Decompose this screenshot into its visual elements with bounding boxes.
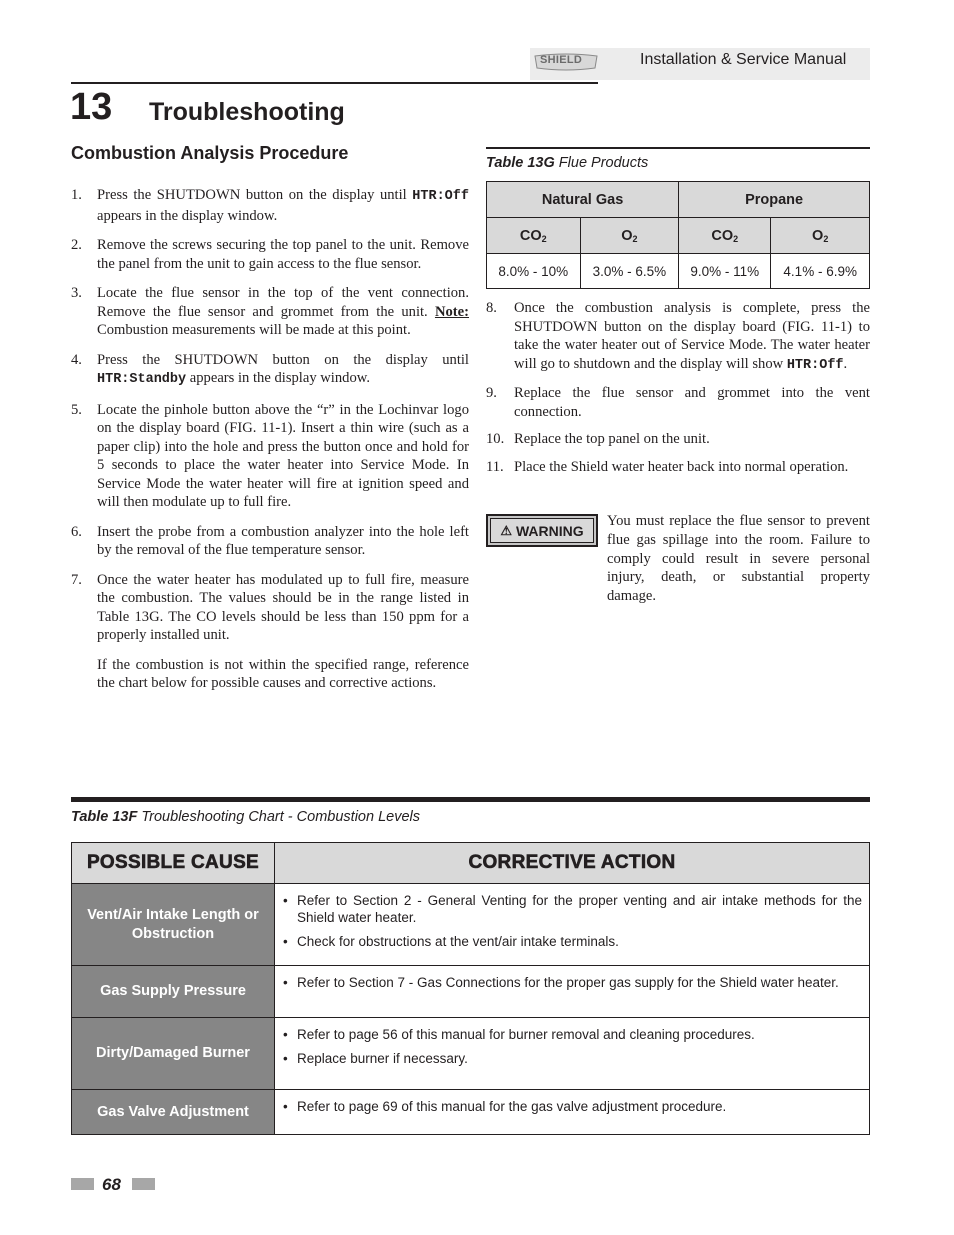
sub-header-base: O	[812, 227, 824, 244]
page-number: 68	[102, 1175, 121, 1194]
step-text: Insert the probe from a combustion analyzer into the hole left by the removal of the flue temperature sensor.	[97, 523, 469, 558]
step-number: 8.	[486, 300, 497, 316]
header-possible-cause: POSSIBLE CAUSE	[72, 843, 275, 884]
action-text: Refer to Section 7 - Gas Connections for the proper gas supply for the Shield water heater.	[297, 975, 839, 990]
action-cell	[275, 1090, 870, 1135]
table-row	[72, 884, 870, 966]
cause-cell: Gas Valve Adjustment	[72, 1090, 275, 1135]
action-item	[283, 1098, 862, 1115]
step-item	[486, 384, 870, 421]
action-cell	[275, 966, 870, 1018]
logo-text: SHIELD	[540, 54, 583, 66]
action-text: Refer to Section 2 - General Venting for the proper venting and air intake methods for the Shield water heater.	[297, 893, 862, 925]
step-text	[514, 299, 870, 375]
action-item	[283, 1026, 862, 1043]
header-rule	[71, 82, 598, 84]
flue-products-table	[486, 181, 870, 289]
group-header-propane: Propane	[679, 182, 870, 218]
section-title: Combustion Analysis Procedure	[71, 143, 349, 163]
sub-header-base: O	[621, 227, 633, 244]
step-text: Place the Shield water heater back into normal operation.	[514, 458, 849, 475]
value-cell: 4.1% - 6.9%	[771, 254, 870, 289]
step-number: 4.	[71, 351, 82, 368]
warning-label-inner	[490, 518, 594, 543]
step-number: 10.	[486, 431, 505, 447]
table-row	[72, 1018, 870, 1090]
step-item	[486, 430, 870, 449]
cause-cell: Gas Supply Pressure	[72, 966, 275, 1018]
step-item	[71, 571, 469, 645]
step-text-post: Combustion measurements will be made at this point.	[97, 322, 411, 338]
bullet: •	[283, 975, 288, 990]
step-item	[71, 401, 469, 512]
cause-cell: Vent/Air Intake Length or Obstruction	[72, 884, 275, 966]
action-text: Refer to page 56 of this manual for burner removal and cleaning procedures.	[297, 1027, 755, 1042]
step-item	[71, 236, 469, 273]
page-bar-left	[71, 1178, 94, 1190]
step-text: Remove the screws securing the top panel to the unit. Remove the panel from the unit to gain access to the flue sensor.	[97, 237, 469, 272]
group-header-natural-gas: Natural Gas	[487, 182, 679, 218]
step-text: Locate the pinhole button above the “r” in the Lochinvar logo on the display board (FIG. 11-1). Insert a thin wire (such as a paper clip) into the hole and press the button once and hold for 5 seconds to place the water heater into Service Mode. In Service Mode the water heater will fire at ignition speed and will then modulate up to full fire.	[97, 401, 469, 510]
caption-text: Flue Products	[554, 155, 649, 171]
action-item	[283, 892, 862, 926]
step-text-pre: Press the SHUTDOWN button on the display until	[97, 351, 469, 368]
step-item	[486, 299, 870, 375]
bullet: •	[283, 893, 288, 908]
sub-header-subscript: 2	[632, 233, 638, 244]
bullet: •	[283, 1027, 288, 1042]
action-item	[283, 1050, 862, 1067]
table-13f-caption	[71, 809, 420, 825]
table-13g-rule	[486, 147, 870, 149]
step-text: Replace the flue sensor and grommet into the vent connection.	[514, 385, 870, 420]
step-number: 2.	[71, 237, 82, 253]
action-text: Check for obstructions at the vent/air intake terminals.	[297, 934, 619, 949]
table-row	[72, 1090, 870, 1135]
page-bar-right	[132, 1178, 155, 1190]
action-item	[283, 933, 862, 950]
step-text-post: appears in the display window.	[97, 207, 278, 224]
step-number: 5.	[71, 401, 82, 418]
step-number: 1.	[71, 187, 82, 203]
caption-text: Troubleshooting Chart - Combustion Levels	[137, 809, 420, 825]
sub-header-co2	[679, 218, 771, 254]
sub-header-subscript: 2	[823, 233, 829, 244]
bullet: •	[283, 934, 288, 949]
sub-header-co2	[487, 218, 581, 254]
step-number: 7.	[71, 571, 82, 588]
bullet: •	[283, 1099, 288, 1114]
action-cell	[275, 884, 870, 966]
action-cell	[275, 1018, 870, 1090]
troubleshooting-table	[71, 842, 870, 1135]
chapter-title: Troubleshooting	[149, 98, 345, 126]
table-13g-caption	[486, 155, 648, 171]
manual-title: Installation & Service Manual	[640, 51, 847, 68]
step-number: 9.	[486, 385, 497, 401]
step-text: Replace the top panel on the unit.	[514, 431, 710, 447]
sub-header-o2	[771, 218, 870, 254]
step-item	[71, 523, 469, 560]
warning-text: You must replace the flue sensor to prevent flue gas spillage into the room. Failure to comply could result in severe personal injury, death, or substantial property damage.	[607, 513, 870, 605]
step-text-post: .	[843, 355, 848, 372]
display-code: HTR:Standby	[97, 372, 187, 387]
cause-cell: Dirty/Damaged Burner	[72, 1018, 275, 1090]
step-number: 3.	[71, 285, 82, 301]
bullet: •	[283, 1051, 288, 1066]
step-text	[97, 351, 469, 390]
step-text-post: appears in the display window.	[186, 370, 370, 386]
caption-label: Table 13G	[486, 155, 555, 171]
step-number: 11.	[486, 458, 504, 475]
warning-triangle-icon: ⚠	[500, 522, 512, 538]
value-cell: 8.0% - 10%	[487, 254, 581, 289]
note-label: Note:	[434, 303, 469, 320]
range-paragraph: If the combustion is not within the specified range, reference the chart below for possible causes and corrective actions.	[97, 656, 469, 691]
sub-header-subscript: 2	[541, 233, 547, 244]
sub-header-o2	[580, 218, 679, 254]
step-text	[97, 284, 469, 340]
caption-label: Table 13F	[71, 809, 138, 825]
step-item	[71, 284, 469, 340]
step-number: 6.	[71, 523, 82, 540]
step-text-pre: Press the SHUTDOWN button on the display until	[97, 187, 413, 203]
step-text: Once the water heater has modulated up to full fire, measure the combustion. The values should be in the range listed in Table 13G. The CO levels should be less than 150 ppm for a properly installed unit.	[97, 571, 469, 643]
value-cell: 9.0% - 11%	[679, 254, 771, 289]
action-item	[283, 974, 862, 991]
action-text: Replace burner if necessary.	[297, 1051, 468, 1066]
step-item	[71, 186, 469, 225]
left-steps-list	[71, 186, 469, 693]
sub-header-subscript: 2	[733, 233, 739, 244]
chapter-number: 13	[70, 86, 113, 128]
warning-label: WARNING	[515, 522, 584, 539]
display-code: HTR:Off	[786, 357, 844, 373]
step-text	[97, 186, 469, 225]
display-code: HTR:Off	[412, 189, 469, 204]
sub-header-base: CO	[711, 227, 734, 244]
step-text-pre: Locate the flue sensor in the top of the vent connection. Remove the flue sensor and grommet from the unit.	[97, 285, 469, 320]
table-row	[72, 966, 870, 1018]
table-13f-rule	[71, 797, 870, 802]
header-corrective-action: CORRECTIVE ACTION	[275, 843, 870, 884]
action-text: Refer to page 69 of this manual for the gas valve adjustment procedure.	[297, 1099, 727, 1114]
step-text-pre: Once the combustion analysis is complete, press the SHUTDOWN button on the display board (FIG. 11-1) to take the water heater out of Service Mode. The water heater will go to shutdown and the display will show	[514, 300, 870, 372]
right-steps-list	[486, 299, 870, 485]
warning-label-box	[486, 514, 598, 547]
sub-header-base: CO	[519, 227, 542, 244]
step-item	[71, 351, 469, 390]
step-item	[486, 458, 870, 477]
value-cell: 3.0% - 6.5%	[580, 254, 679, 289]
